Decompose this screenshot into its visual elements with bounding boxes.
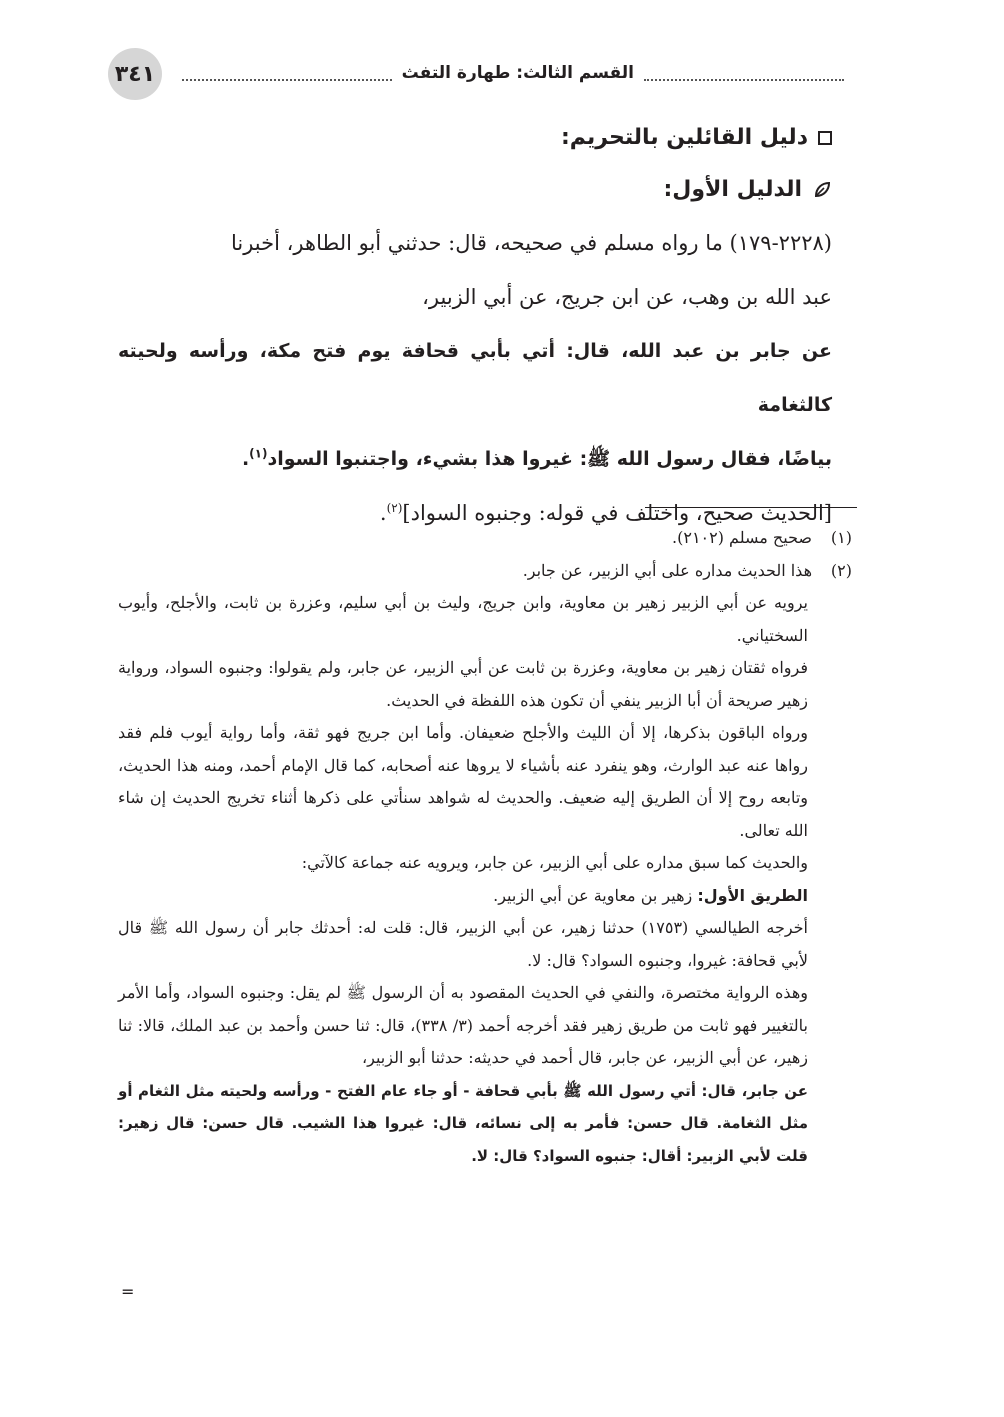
- footnote-number: (٢): [830, 560, 852, 580]
- footnote-paragraph: والحديث كما سبق مداره على أبي الزبير، عن جابر، ويرويه عنه جماعة كالآتي:: [301, 853, 808, 872]
- footnote-2: [118, 555, 852, 588]
- footnote-text: صحيح مسلم (٢١٠٢).: [672, 528, 812, 547]
- section-title: القسم الثالث: طهارة التفث: [401, 63, 634, 83]
- footnote-paragraph: [118, 880, 852, 913]
- heading-first-evidence: [118, 164, 832, 216]
- text-line: عن جابر بن عبد الله، قال: أتي بأبي قحافة يوم فتح مكة، ورأسه ولحيته كالثغامة: [118, 340, 832, 416]
- page-number: ٣٤١: [108, 48, 162, 100]
- main-text: [118, 112, 832, 540]
- text-line: (٢٢٢٨-١٧٩) ما رواه مسلم في صحيحه، قال: حدثني أبو الطاهر، أخبرنا: [230, 231, 832, 255]
- footnote-ref[interactable]: (١): [249, 446, 268, 461]
- punctuation: .: [379, 501, 387, 525]
- leader-dots: [182, 78, 392, 81]
- footnote-paragraph: فرواه ثقتان زهير بن معاوية، وعزرة بن ثابت عن أبي الزبير، عن جابر، ولم يقولوا: وجنبوه السواد، ورواية زهير صريحة أن أبا الزبير ينفي أن تكون هذه اللفظة في الحديث.: [118, 658, 808, 710]
- footnotes: [118, 522, 852, 1172]
- text-line: بياضًا، فقال رسول الله ﷺ: غيروا هذا بشيء، واجتنبوا السواد: [267, 448, 832, 470]
- text-line: [الحديث صحيح، واختلف في قوله: وجنبوه السواد]: [402, 501, 832, 525]
- leader-dots: [644, 78, 844, 81]
- footnote-1: [118, 522, 852, 555]
- square-bullet-icon: [818, 131, 832, 145]
- punctuation: .: [241, 448, 250, 470]
- hadith-chain: [118, 216, 832, 324]
- footnote-paragraph: يرويه عن أبي الزبير زهير بن معاوية، وابن جريج، وليث بن أبي سليم، وعزرة بن ثابت، والأجلح، وأيوب السختياني.: [118, 593, 808, 645]
- footnote-paragraph: عن جابر، قال: أتي رسول الله ﷺ بأبي قحافة - أو جاء عام الفتح - ورأسه ولحيته مثل الثغام أو مثل الثغامة. قال حسن: فأمر به إلى نسائه، قال: غيروا هذا الشيب. قال حسن: قال زهير: قلت لأبي الزبير: أقال: جنبوه السواد؟ قال: لا.: [118, 1081, 808, 1165]
- page-header: [108, 48, 844, 100]
- footnote-ref[interactable]: (٢): [386, 501, 403, 515]
- text-line: عبد الله بن وهب، عن ابن جريج، عن أبي الزبير،: [422, 285, 832, 309]
- leaf-ornament-icon: [812, 180, 832, 200]
- route-text: زهير بن معاوية عن أبي الزبير.: [493, 885, 698, 905]
- footnote-paragraph: وهذه الرواية مختصرة، والنفي في الحديث المقصود به أن الرسول ﷺ لم يقل: وجنبوه السواد، وأما الأمر بالتغيير فهو ثابت من طريق زهير فقد أخرجه أحمد (٣/ ٣٣٨)، قال: ثنا حسن وأحمد بن عبد الملك، قالا: ثنا زهير، عن أبي الزبير، عن جابر، قال أحمد في حديثه: حدثنا أبو الزبير،: [118, 983, 809, 1067]
- heading-evidence-prohibition: [118, 112, 832, 164]
- heading-text: دليل القائلين بالتحريم:: [560, 125, 808, 150]
- route-label: الطريق الأول:: [697, 885, 808, 905]
- continuation-mark: =: [121, 1282, 135, 1301]
- hadith-text: [118, 324, 832, 486]
- footnote-paragraph: ورواه الباقون بذكرها، إلا أن الليث والأجلح ضعيفان. وأما ابن جريج فهو ثقة، وأما رواية أيوب فلم فقد رواها عنه عبد الوارث، وهو ينفرد عنه بأشياء لا يروها عنه أصحابه، كما قال الإمام أحمد، ومنه هذا الحديث، وتابعه روح إلا أن الطريق إليه ضعيف. والحديث له شواهد سنأتي على ذكرها أثناء تخريج الحديث إن شاء الله تعالى.: [118, 723, 808, 840]
- footnote-paragraph: أخرجه الطيالسي (١٧٥٣) حدثنا زهير، عن أبي الزبير، قال: قلت له: أحدثك جابر أن رسول الله ﷺ قال لأبي قحافة: غيروا، وجنبوه السواد؟ قال: لا.: [118, 918, 808, 970]
- heading-text: الدليل الأول:: [663, 177, 802, 202]
- footnote-separator: [645, 507, 857, 508]
- footnote-text: هذا الحديث مداره على أبي الزبير، عن جابر.: [522, 560, 812, 580]
- footnote-number: (١): [830, 528, 852, 547]
- running-title: [182, 56, 844, 90]
